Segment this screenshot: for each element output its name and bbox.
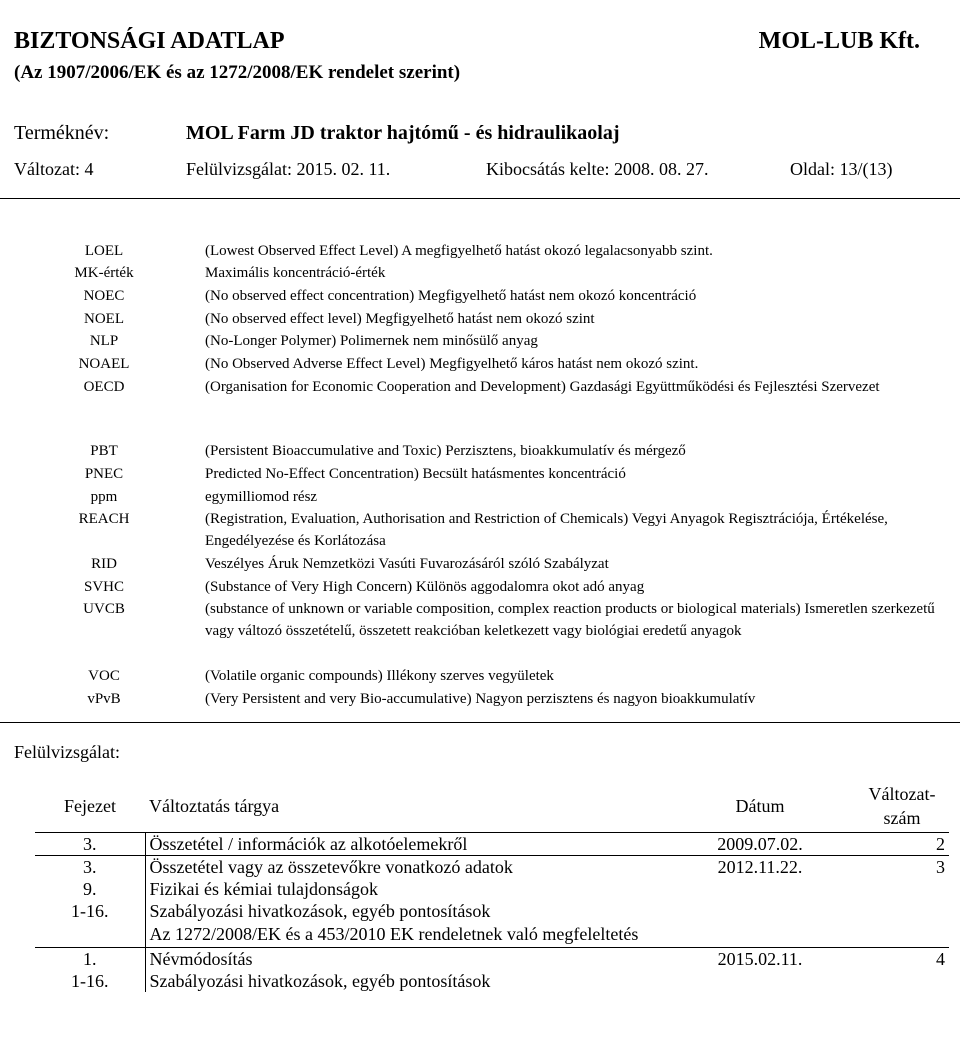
table-row — [35, 948, 949, 971]
abbr-definition: (Lowest Observed Effect Level) A megfigyelhető hatást okozó legalacsonyabb szint. — [205, 243, 713, 259]
abbr-term: PNEC — [84, 466, 124, 482]
col-chapter-header: Fejezet — [64, 796, 116, 816]
abbr-definition: (No observed effect level) Megfigyelhető hatást nem okozó szint — [205, 311, 595, 327]
cell-chapter: 1-16. — [71, 971, 109, 991]
revision-label: Felülvizsgálat: — [14, 742, 120, 762]
table-row — [35, 970, 949, 992]
cell-version: 2 — [936, 834, 945, 854]
cell-subject: Fizikai és kémiai tulajdonságok — [145, 878, 665, 900]
abbr-definition: Maximális koncentráció-érték — [205, 265, 386, 281]
cell-chapter: 3. — [35, 856, 145, 879]
cell-date: 2015.02.11. — [665, 948, 855, 971]
abbr-term: NOEC — [83, 288, 125, 304]
product-name: MOL Farm JD traktor hajtómű - és hidraulikaolaj — [186, 122, 620, 144]
cell-date — [665, 970, 855, 992]
review-date: Felülvizsgálat: 2015. 02. 11. — [186, 159, 391, 179]
table-row — [35, 900, 949, 922]
abbr-term: REACH — [78, 511, 130, 527]
product-label: Terméknév: — [14, 122, 110, 144]
col-version-header: Változat-szám — [868, 784, 936, 828]
cell-version — [855, 900, 949, 922]
cell-chapter — [35, 922, 145, 948]
col-date-header: Dátum — [735, 796, 785, 816]
cell-date: 2012.11.22. — [665, 856, 855, 879]
abbr-term: LOEL — [84, 243, 124, 259]
abbr-definition: (Substance of Very High Concern) Különös aggodalomra okot adó anyag — [205, 579, 645, 595]
table-row — [35, 922, 949, 948]
cell-date — [665, 900, 855, 922]
abbr-definition: (No-Longer Polymer) Polimernek nem minősülő anyag — [205, 333, 538, 349]
abbr-definition: (Registration, Evaluation, Authorisation and Restriction of Chemicals) Vegyi Anyagok Regisztrációja, Értékelése, Engedélyezése és Korlátozása — [205, 511, 888, 549]
cell-chapter: 9. — [83, 879, 97, 899]
abbr-definition: (substance of unknown or variable composition, complex reaction products or biological materials) Ismeretlen szerkezetű vagy változó összetételű, összetett reakcióban keletkezett vagy biológiai eredetű anyagok — [205, 601, 935, 639]
abbr-term: MK-érték — [74, 265, 134, 281]
cell-version — [855, 970, 949, 992]
cell-subject: Az 1272/2008/EK és a 453/2010 EK rendeletnek való megfeleltetés — [145, 922, 665, 948]
abbr-term: VOC — [88, 668, 120, 684]
cell-chapter: 1. — [35, 948, 145, 971]
cell-version — [855, 878, 949, 900]
cell-chapter: 1-16. — [71, 901, 109, 921]
header-divider — [0, 198, 960, 199]
table-row — [35, 856, 949, 879]
page-number: Oldal: 13/(13) — [790, 159, 893, 179]
abbr-term: OECD — [83, 379, 125, 395]
col-subject-header: Változtatás tárgya — [149, 796, 280, 816]
abbr-definition: Predicted No-Effect Concentration) Becsült hatásmentes koncentráció — [205, 466, 626, 482]
cell-version: 4 — [855, 948, 949, 971]
company-name: MOL-LUB Kft. — [758, 28, 920, 54]
abbr-term: ppm — [90, 489, 118, 505]
cell-version: 3 — [855, 856, 949, 879]
abbr-term: vPvB — [87, 691, 121, 707]
abbr-definition: egymilliomod rész — [205, 489, 318, 505]
cell-chapter: 3. — [83, 834, 97, 854]
abbr-definition: (Very Persistent and very Bio-accumulative) Nagyon perzisztens és nagyon bioakkumulatív — [205, 691, 756, 707]
version-info: Változat: 4 — [14, 159, 94, 179]
cell-date — [665, 922, 855, 948]
table-row — [35, 878, 949, 900]
abbr-term: PBT — [90, 443, 118, 459]
cell-subject: Szabályozási hivatkozások, egyéb pontosítások — [145, 970, 665, 992]
abbr-term: NOAEL — [78, 356, 130, 372]
cell-date — [665, 878, 855, 900]
abbr-term: NLP — [89, 333, 119, 349]
section-divider — [0, 722, 960, 723]
abbr-definition: (Organisation for Economic Cooperation and Development) Gazdasági Együttműködési és Fejlesztési Szervezet — [205, 379, 880, 395]
document-title: BIZTONSÁGI ADATLAP — [14, 28, 285, 54]
abbr-term: NOEL — [84, 311, 124, 327]
cell-subject: Névmódosítás — [145, 948, 665, 971]
cell-date: 2009.07.02. — [717, 834, 803, 854]
abbr-term: SVHC — [83, 579, 124, 595]
cell-subject: Összetétel vagy az összetevőkre vonatkozó adatok — [145, 856, 665, 879]
cell-version — [855, 922, 949, 948]
cell-subject: Szabályozási hivatkozások, egyéb pontosítások — [145, 900, 665, 922]
abbr-definition: (No Observed Adverse Effect Level) Megfigyelhető káros hatást nem okozó szint. — [205, 356, 699, 372]
abbr-term: RID — [91, 556, 117, 572]
issue-date: Kibocsátás kelte: 2008. 08. 27. — [486, 159, 709, 179]
revision-header-row — [35, 780, 949, 833]
abbr-definition: (Persistent Bioaccumulative and Toxic) Perzisztens, bioakkumulatív és mérgező — [205, 443, 686, 459]
abbr-definition: (Volatile organic compounds) Illékony szerves vegyületek — [205, 668, 554, 684]
abbr-definition: Veszélyes Áruk Nemzetközi Vasúti Fuvarozásáról szóló Szabályzat — [205, 556, 609, 572]
table-row — [35, 833, 949, 856]
abbr-term: UVCB — [83, 601, 125, 617]
cell-subject: Összetétel / információk az alkotóelemekről — [145, 833, 665, 856]
regulation-subtitle: (Az 1907/2006/EK és az 1272/2008/EK rendelet szerint) — [14, 62, 461, 83]
abbr-definition: (No observed effect concentration) Megfigyelhető hatást nem okozó koncentráció — [205, 288, 697, 304]
revision-table — [35, 780, 949, 992]
